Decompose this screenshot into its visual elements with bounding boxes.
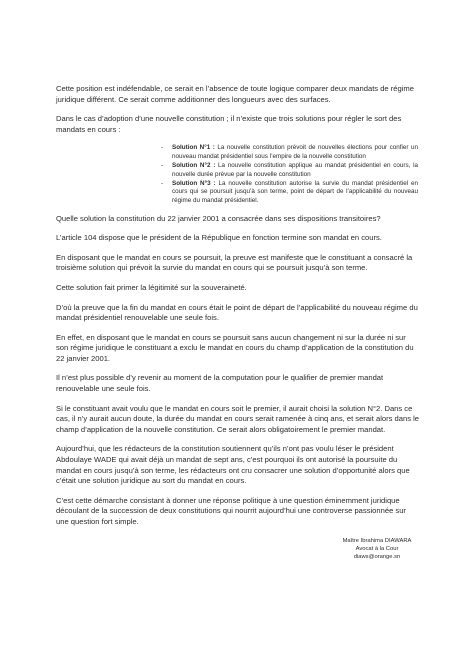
signature-block [120,537,422,561]
solution-item [161,162,418,179]
paragraph: En effet, en disposant que le mandat en cours se poursuit sans aucun changement ni sur la durée ni sur son régime juridique le constituant a exclu le mandat en cours du champ d’application de la constitution du 22 janvier 2001. [56,332,414,363]
paragraph: Cette position est indéfendable, ce serait en l’absence de toute logique comparer deux mandats de régime juridique différent. Ce serait comme additionner des longueurs avec des surfaces. [56,84,414,104]
dash-bullet: - [161,162,164,170]
paragraph: Si le constituant avait voulu que le mandat en cours soit le premier, il aurait choisi la solution N°2. Dans ce cas, il n’y aurait aucun doute, la durée du mandat en cours serait ramenée à cinq ans, et serait alors dans le champ d’application de la nouvelle constitution. Ce serait alors obligatoirement le premier mandat. [56,403,420,434]
paragraph: D’où la preuve que la fin du mandat en cours était le point de départ de l’applicabilité du nouveau régime du mandat présidentiel renouvelable une seule fois. [56,302,418,323]
signature-title: Avocat à la Cour [355,545,399,552]
paragraph: En disposant que le mandat en cours se poursuit, la preuve est manifeste que le constituant a consacré la troisième solution qui prévoit la survie du mandat en cours qui se poursuit jusqu’à son terme. [56,252,413,273]
paragraph: C’est cette démarche consistant à donner une réponse politique à une question éminemment juridique découlant de la succession de deux constitutions qui nourrit aujourd’hui une controverse passionnée sur une question fort simple. [56,495,406,526]
dash-bullet: - [161,179,164,187]
solutions-list [161,144,418,205]
solution-text: La nouvelle constitution autorise la survie du mandat présidentiel en cours qui se poursuit jusqu’à son terme, point de départ de l’applicabilité du nouveau régime du mandat présidentiel. [172,179,418,204]
dash-bullet: - [161,144,164,152]
paragraph: Cette solution fait primer la légitimité sur la souveraineté. [56,282,247,292]
solution-item [161,179,418,206]
solution-text: La nouvelle constitution applique au mandat présidentiel en cours, la nouvelle durée prévue par la nouvelle constitution [172,162,418,178]
solution-label: Solution N°3 : [172,179,216,187]
signature-email: diaws@orange.sn [353,553,401,560]
paragraph: Aujourd’hui, que les rédacteurs de la constitution soutiennent qu’ils n’ont pas voulu léser le président Abdoulaye WADE qui avait déjà un mandat de sept ans, c’est pourquoi ils ont autorisé la poursuite du mandat en cours jusqu’à son terme, les rédacteurs ont cru consacrer une solution d’opportunité alors que c’était une solution juridique au sort du mandat en cours. [56,444,410,486]
solution-text: La nouvelle constitution prévoit de nouvelles élections pour confier un nouveau mandat présidentiel sous l’empire de la nouvelle constitution [172,144,418,160]
paragraph: L’article 104 dispose que le président de la République en fonction termine son mandat en cours. [56,233,382,243]
solution-label: Solution N°1 : [172,144,215,152]
solution-item [161,144,418,161]
paragraph: Dans le cas d’adoption d’une nouvelle constitution ; il n’existe que trois solutions pour régler le sort des mandats en cours : [56,114,402,134]
paragraph: Quelle solution la constitution du 22 janvier 2001 a consacrée dans ses dispositions transitoires? [56,213,381,223]
paragraph: Il n’est plus possible d’y revenir au moment de la computation pour le qualifier de premier mandat renouvelable une seule fois. [56,373,384,394]
solution-label: Solution N°2 : [172,162,216,170]
signature-name: Maître Ibrahima DIAWARA [342,537,412,544]
